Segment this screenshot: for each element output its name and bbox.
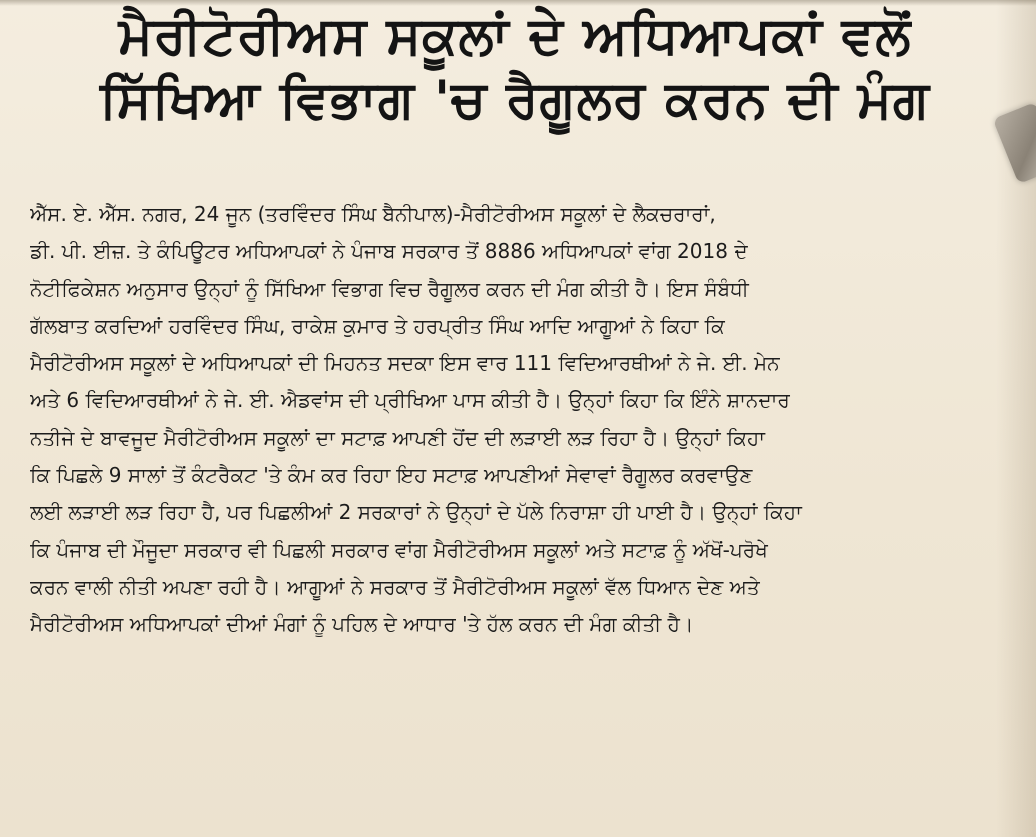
body-line-5: ਮੈਰੀਟੋਰੀਅਸ ਸਕੂਲਾਂ ਦੇ ਅਧਿਆਪਕਾਂ ਦੀ ਮਿਹਨਤ ਸਦਕਾ ਇਸ ਵਾਰ 111 ਵਿਦਿਆਰਥੀਆਂ ਨੇ ਜੇ. ਈ. ਮੇਨ (30, 351, 780, 376)
body-line-4: ਗੱਲਬਾਤ ਕਰਦਿਆਂ ਹਰਵਿੰਦਰ ਸਿੰਘ, ਰਾਕੇਸ਼ ਕੁਮਾਰ ਤੇ ਹਰਪ੍ਰੀਤ ਸਿੰਘ ਆਦਿ ਆਗੂਆਂ ਨੇ ਕਿਹਾ ਕਿ (30, 313, 725, 338)
body-line-7: ਨਤੀਜੇ ਦੇ ਬਾਵਜੂਦ ਮੈਰੀਟੋਰੀਅਸ ਸਕੂਲਾਂ ਦਾ ਸਟਾਫ਼ ਆਪਣੀ ਹੋਂਦ ਦੀ ਲੜਾਈ ਲੜ ਰਿਹਾ ਹੈ। ਉਨ੍ਹਾਂ ਕਿਹਾ (30, 425, 765, 450)
body-line-6: ਅਤੇ 6 ਵਿਦਿਆਰਥੀਆਂ ਨੇ ਜੇ. ਈ. ਐਡਵਾਂਸ ਦੀ ਪ੍ਰੀਖਿਆ ਪਾਸ ਕੀਤੀ ਹੈ। ਉਨ੍ਹਾਂ ਕਿਹਾ ਕਿ ਇੰਨੇ ਸ਼ਾਨਦਾਰ (30, 388, 790, 413)
body-line-1: ਐੱਸ. ਏ. ਐੱਸ. ਨਗਰ, 24 ਜੂਨ (ਤਰਵਿੰਦਰ ਸਿੰਘ ਬੈਨੀਪਾਲ)-ਮੈਰੀਟੋਰੀਅਸ ਸਕੂਲਾਂ ਦੇ ਲੈਕਚਰਾਰਾਂ, (30, 202, 716, 226)
headline-line-2: ਸਿੱਖਿਆ ਵਿਭਾਗ 'ਚ ਰੈਗੂਲਰ ਕਰਨ ਦੀ ਮੰਗ (99, 70, 930, 130)
body-line-2: ਡੀ. ਪੀ. ਈਜ਼. ਤੇ ਕੰਪਿਊਟਰ ਅਧਿਆਪਕਾਂ ਨੇ ਪੰਜਾਬ ਸਰਕਾਰ ਤੋਂ 8886 ਅਧਿਆਪਕਾਂ ਵਾਂਗ 2018 ਦੇ (30, 239, 748, 264)
body-line-9: ਲਈ ਲੜਾਈ ਲੜ ਰਿਹਾ ਹੈ, ਪਰ ਪਿਛਲੀਆਂ 2 ਸਰਕਾਰਾਂ ਨੇ ਉਨ੍ਹਾਂ ਦੇ ਪੱਲੇ ਨਿਰਾਸ਼ਾ ਹੀ ਪਾਈ ਹੈ। ਉਨ੍ਹਾਂ ਕਿਹਾ (30, 500, 802, 525)
body-line-8: ਕਿ ਪਿਛਲੇ 9 ਸਾਲਾਂ ਤੋਂ ਕੰਟਰੈਕਟ 'ਤੇ ਕੰਮ ਕਰ ਰਿਹਾ ਇਹ ਸਟਾਫ਼ ਆਪਣੀਆਂ ਸੇਵਾਵਾਂ ਰੈਗੂਲਰ ਕਰਵਾਉਣ (30, 463, 753, 488)
body-line-10: ਕਿ ਪੰਜਾਬ ਦੀ ਮੌਜੂਦਾ ਸਰਕਾਰ ਵੀ ਪਿਛਲੀ ਸਰਕਾਰ ਵਾਂਗ ਮੈਰੀਟੋਰੀਅਸ ਸਕੂਲਾਂ ਅਤੇ ਸਟਾਫ਼ ਨੂੰ ਅੱਖੋਂ-ਪਰੋਖੇ (30, 537, 768, 562)
article-headline (20, 4, 1010, 132)
article-body (30, 196, 1026, 644)
body-line-11: ਕਰਨ ਵਾਲੀ ਨੀਤੀ ਅਪਣਾ ਰਹੀ ਹੈ। ਆਗੂਆਂ ਨੇ ਸਰਕਾਰ ਤੋਂ ਮੈਰੀਟੋਰੀਅਸ ਸਕੂਲਾਂ ਵੱਲ ਧਿਆਨ ਦੇਣ ਅਤੇ (30, 574, 760, 599)
body-line-12: ਮੈਰੀਟੋਰੀਅਸ ਅਧਿਆਪਕਾਂ ਦੀਆਂ ਮੰਗਾਂ ਨੂੰ ਪਹਿਲ ਦੇ ਆਧਾਰ 'ਤੇ ਹੱਲ ਕਰਨ ਦੀ ਮੰਗ ਕੀਤੀ ਹੈ। (30, 612, 694, 637)
body-line-3: ਨੋਟੀਫਿਕੇਸ਼ਨ ਅਨੁਸਾਰ ਉਨ੍ਹਾਂ ਨੂੰ ਸਿੱਖਿਆ ਵਿਭਾਗ ਵਿਚ ਰੈਗੂਲਰ ਕਰਨ ਦੀ ਮੰਗ ਕੀਤੀ ਹੈ। ਇਸ ਸੰਬੰਧੀ (30, 276, 749, 301)
headline-line-1: ਮੈਰੀਟੋਰੀਅਸ ਸਕੂਲਾਂ ਦੇ ਅਧਿਆਪਕਾਂ ਵਲੋਂ (118, 6, 912, 66)
